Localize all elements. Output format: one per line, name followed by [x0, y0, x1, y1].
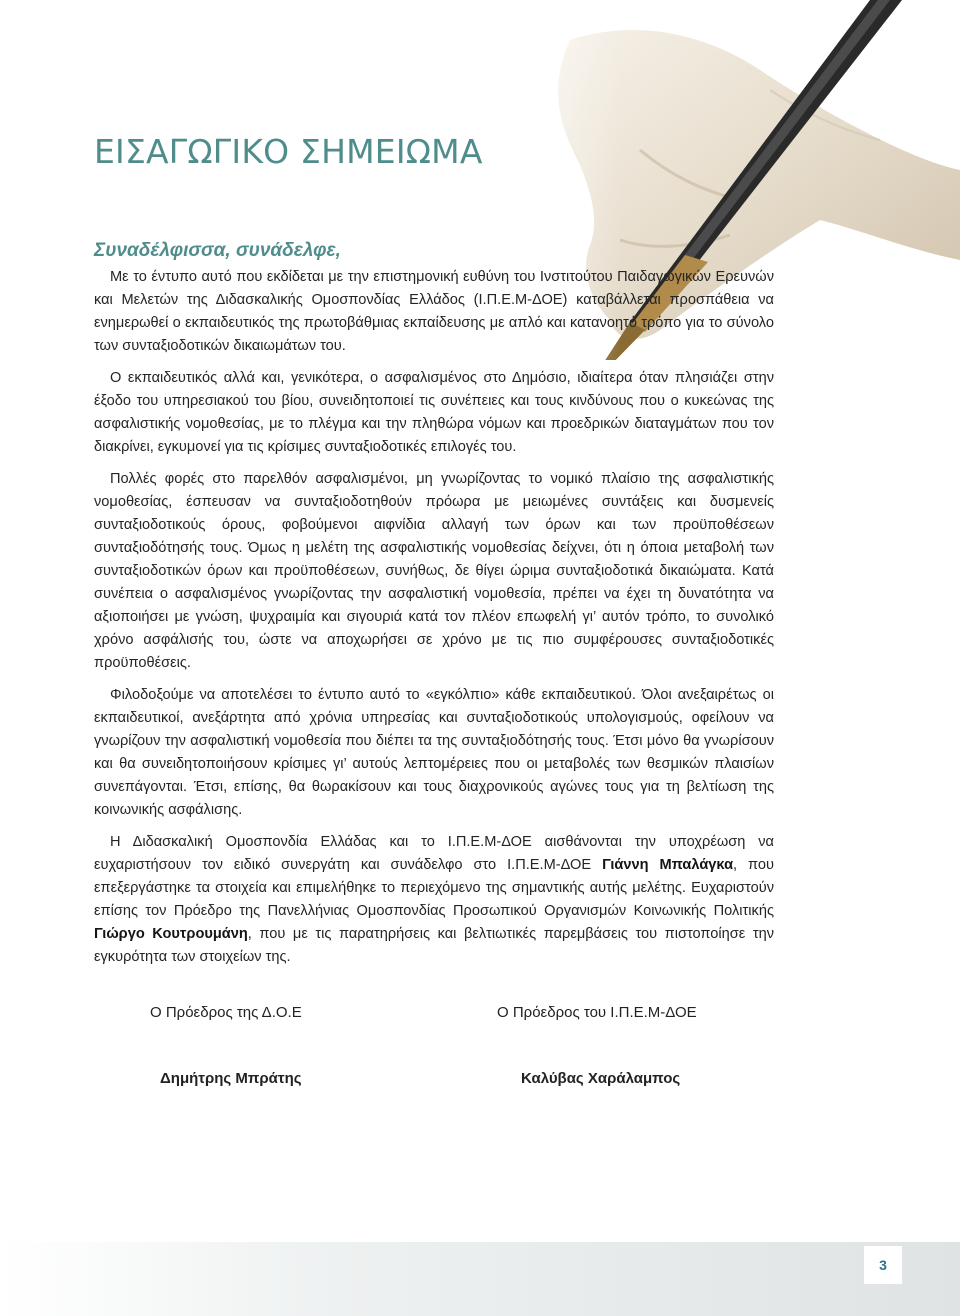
- paragraph-ambition: Φιλοδοξούμε να αποτελέσει το έντυπο αυτό το «εγκόλπιο» κάθε εκπαιδευτικού. Όλοι ανεξαιρέτως οι εκπαιδευτικοί, ανεξάρτητα από χρόνια υπηρεσίας και συνταξιοδοτικούς υπολογισμούς, οφείλουν να γνωρίζουν την ασφαλιστική νομοθεσία που διέπει τα της συνταξιοδότησής τους. Έτσι μόνο θα γνωρίσουν και θα συνειδητοποιήσουν κρίσιμες γι’ αυτούς λεπτομέρειες που οι μεταβολές των θεσμικών πλαισίων συνεπάγονται. Έτσι, επίσης, θα θωρακίσουν και τους διαχρονικούς αγώνες τους για τη βελτίωση της κοινωνικής ασφάλισης.: [94, 687, 774, 818]
- footer-band: [0, 1242, 960, 1316]
- page-title: ΕΙΣΑΓΩΓΙΚΟ ΣΗΜΕΙΩΜΑ: [94, 132, 483, 171]
- signature-left-name: Δημήτρης Μπράτης: [160, 1070, 302, 1087]
- paragraph-past-retirements: Πολλές φορές στο παρελθόν ασφαλισμένοι, μη γνωρίζοντας το νομικό πλαίσιο της ασφαλιστικής νομοθεσίας, έσπευσαν να συνταξιοδοτηθούν πρόωρα με μειωμένες συντάξεις και δυσμενείς συνταξιοδοτικούς όρους, φοβούμενοι αιφνίδια αλλαγή των όρων και των προϋποθέσεων συνταξιοδότησής τους. Όμως η μελέτη της ασφαλιστικής νομοθεσίας δείχνει, ότι η όποια μεταβολή των συνταξιοδοτικών όρων και προϋποθέσεων, συνήθως, δε θίγει ώριμα συνταξιοδοτικά δικαιώματα. Κατά συνέπεια ο ασφαλισμένος γνωρίζοντας την ασφαλιστική νομοθεσία, πρέπει να έχει τη δυνατότητα να αξιοποιήσει με γνώση, ψυχραιμία και σιγουριά κατά τον πλέον επωφελή γι’ αυτόν τρόπο, το συνολικό χρόνο ασφάλισής του, ώστε να αποχωρήσει σε χρόνο με τις πιο συμφέρουσες συνταξιοδοτικές προϋποθέσεις.: [94, 471, 774, 671]
- ack-text-b: , που επεξεργάστηκε τα στοιχεία και επιμελήθηκε το περιεχόμενο της σημαντικής αυτής μελέτης. Ευχαριστούν επίσης τον Πρόεδρο της Πανελλήνιας Ομοσπονδίας Προσωπικού Οργανισμών Κοινωνικής Πολιτικής: [94, 857, 775, 919]
- paragraph-intro: Με το έντυπο αυτό που εκδίδεται με την επιστημονική ευθύνη του Ινστιτούτου Παιδαγωγικών Ερευνών και Μελετών της Διδασκαλικής Ομοσπονδίας Ελλάδος (Ι.Π.Ε.Μ-ΔΟΕ) καταβάλλεται προσπάθεια να ενημερωθεί ο εκπαιδευτικός της πρωτοβάθμιας εκπαίδευσης με απλό και κατανοητό τρόπο για το σύνολο των συνταξιοδοτικών δικαιωμάτων του.: [94, 269, 774, 354]
- body-text: [94, 266, 774, 978]
- signature-right-name: Καλύβας Χαράλαμπος: [521, 1070, 681, 1087]
- ack-text-a: Η Διδασκαλική Ομοσπονδία Ελλάδας και το Ι.Π.Ε.Μ-ΔΟΕ αισθάνονται την υποχρέωση να ευχαριστήσουν τον ειδικό συνεργάτη και συνάδελφο στο Ι.Π.Ε.Μ-ΔΟΕ: [94, 834, 774, 873]
- paragraph-insured: Ο εκπαιδευτικός αλλά και, γενικότερα, ο ασφαλισμένος στο Δημόσιο, ιδιαίτερα όταν πλησιάζει στην έξοδο του υπηρεσιακού του βίου, συνειδητοποιεί τις συνέπειες και τους κινδύνους που ο κυκεώνας της ασφαλιστικής νομοθεσίας, με το πλέγμα και την πληθώρα νόμων και προεδρικών διαταγμάτων που τον διακρίνει, εγκυμονεί για τις κρίσιμες συνταξιοδοτικές επιλογές του.: [94, 370, 774, 455]
- ack-text-c: , που με τις παρατηρήσεις και βελτιωτικές παρεμβάσεις του πιστοποίησε την εγκυρότητα των στοιχείων της.: [94, 926, 775, 965]
- ack-name-koutroumanis: Γιώργο Κουτρουμάνη: [94, 926, 248, 942]
- page-number: 3: [864, 1246, 902, 1284]
- paragraph-acknowledgements: [94, 831, 774, 969]
- ack-name-balagkas: Γιάννη Μπαλάγκα: [602, 857, 734, 873]
- signature-left-role: Ο Πρόεδρος της Δ.Ο.Ε: [150, 1004, 302, 1021]
- greeting: Συναδέλφισσα, συνάδελφε,: [94, 240, 341, 261]
- signature-right-role: Ο Πρόεδρος του Ι.Π.Ε.Μ-ΔΟΕ: [497, 1004, 697, 1021]
